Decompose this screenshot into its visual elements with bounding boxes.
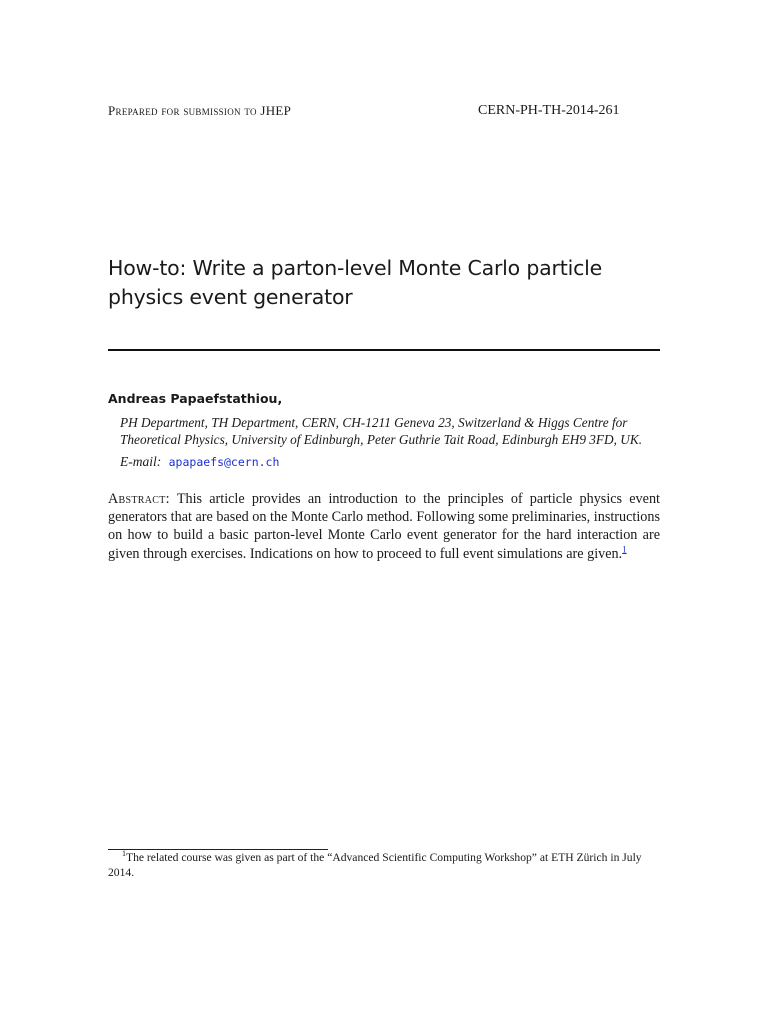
paper-title-line-1: How-to: Write a parton-level Monte Carlo particle: [108, 256, 603, 280]
footnote-text: The related course was given as part of the “Advanced Scientific Computing Workshop” at ETH Zürich in July 2014.: [108, 851, 642, 879]
footnote-link[interactable]: 1: [622, 543, 627, 554]
paper-title-line-2: physics event generator: [108, 285, 353, 309]
title-rule: [108, 349, 660, 351]
abstract: [108, 490, 660, 563]
abstract-text: This article provides an introduction to the principles of particle physics event generators that are based on the Monte Carlo method. Following some preliminaries, instructions on how to build a basic parton-level Monte Carlo event generator for the hard interaction are given through exercises. Indications on how to proceed to full event simulations are given.: [108, 491, 660, 562]
abstract-label: Abstract:: [108, 491, 170, 507]
author-name: Andreas Papaefstathiou,: [108, 391, 283, 406]
email-link[interactable]: apapaefs@cern.ch: [168, 455, 280, 469]
paper-title: [108, 254, 668, 312]
footnote-number: 1: [122, 849, 126, 859]
preprint-number: CERN-PH-TH-2014-261: [478, 103, 620, 118]
footnote: [108, 850, 663, 880]
submission-note: Prepared for submission to JHEP: [108, 103, 292, 118]
email-line: [120, 454, 279, 470]
author-affiliation: PH Department, TH Department, CERN, CH-1211 Geneva 23, Switzerland & Higgs Centre for Theoretical Physics, University of Edinburgh, Peter Guthrie Tait Road, Edinburgh EH9 3FD, UK.: [120, 415, 643, 447]
email-label: E-mail:: [120, 454, 162, 469]
